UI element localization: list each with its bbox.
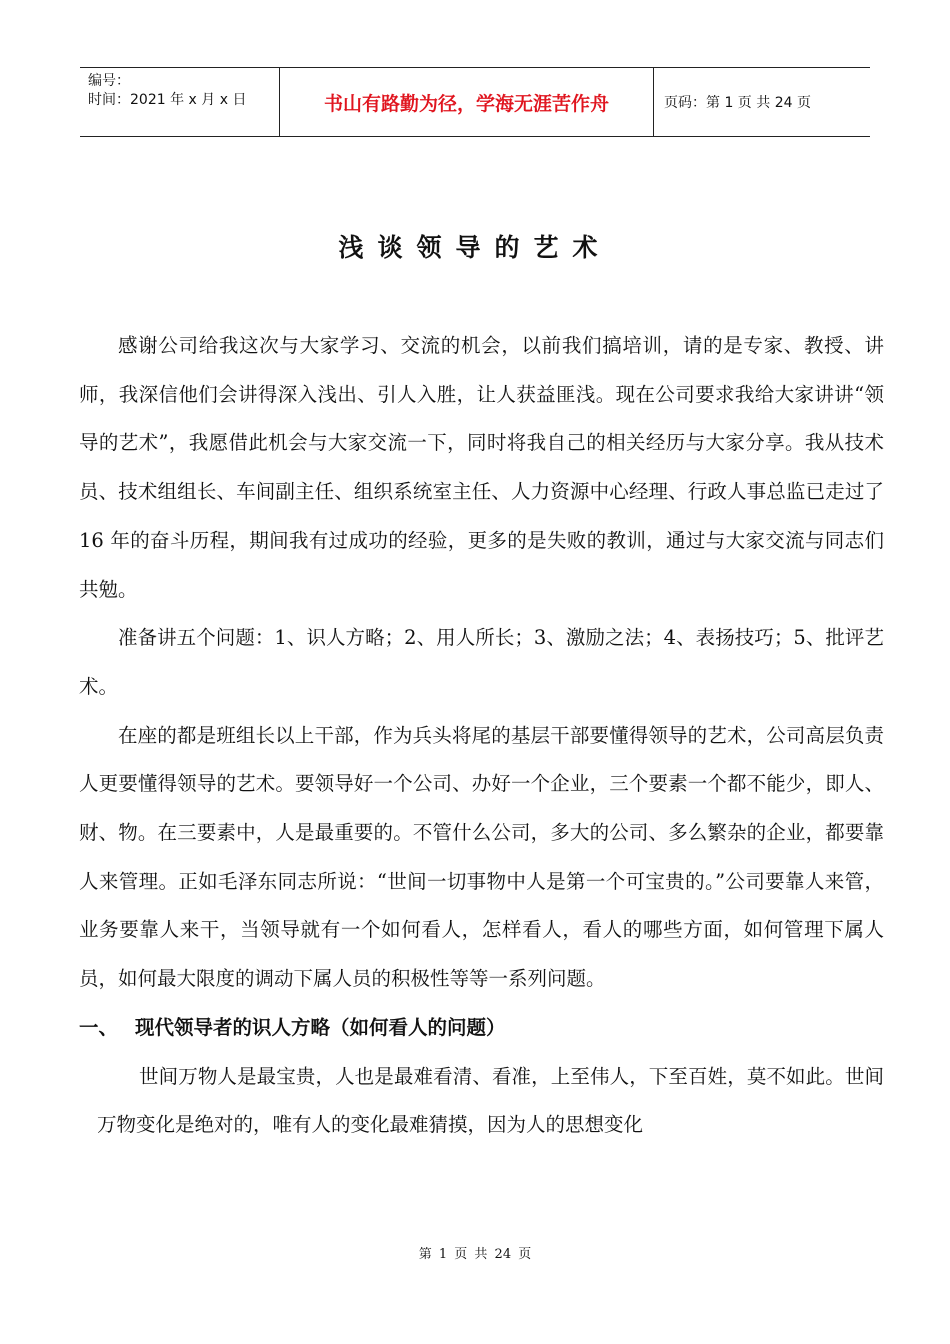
- document-body: [79, 322, 884, 1150]
- time-label: 时间：2021 年 x 月 x 日: [88, 92, 247, 108]
- header-motto: 书山有路勤为径，学海无涯苦作舟: [280, 68, 654, 136]
- header-page-label: 页码：第 1 页 共 24 页: [664, 95, 811, 111]
- section-number: 一、: [79, 1015, 119, 1039]
- paragraph-intro: 感谢公司给我这次与大家学习、交流的机会，以前我们搞培训，请的是专家、教授、讲师，我深信他们会讲得深入浅出、引人入胜，让人获益匪浅。现在公司要求我给大家讲讲“领导的艺术”，我愿借此机会与大家交流一下，同时将我自己的相关经历与大家分享。我从技术员、技术组组长、车间副主任、组织系统室主任、人力资源中心经理、行政人事总监已走过了 16 年的奋斗历程，期间我有过成功的经验，更多的是失败的教训，通过与大家交流与同志们共勉。: [79, 334, 884, 601]
- paragraph-topics: 准备讲五个问题：1、识人方略；2、用人所长；3、激励之法；4、表扬技巧；5、批评艺术。: [79, 626, 884, 698]
- document-title: 浅谈领导的艺术: [338, 233, 612, 262]
- page-footer: 第 1 页 共 24 页: [418, 1247, 532, 1262]
- number-label: 编号：: [88, 73, 130, 89]
- paragraph-section-1: 世间万物人是最宝贵，人也是最难看清、看准，上至伟人，下至百姓，莫不如此。世间万物变化是绝对的，唯有人的变化最难猜摸，因为人的思想变化: [97, 1064, 884, 1137]
- paragraph-context: 在座的都是班组长以上干部，作为兵头将尾的基层干部要懂得领导的艺术，公司高层负责人更要懂得领导的艺术。要领导好一个公司、办好一个企业，三个要素一个都不能少，即人、财、物。在三要素中，人是最重要的。不管什么公司，多大的公司、多么繁杂的企业，都要靠人来管理。正如毛泽东同志所说：“世间一切事物中人是第一个可宝贵的。”公司要靠人来管，业务要靠人来干，当领导就有一个如何看人，怎样看人，看人的哪些方面，如何管理下属人员，如何最大限度的调动下属人员的积极性等等一系列问题。: [79, 723, 884, 991]
- section-title: 现代领导者的识人方略（如何看人的问题）: [135, 1015, 506, 1039]
- page-header: [80, 67, 870, 137]
- header-meta-cell: [80, 68, 280, 136]
- section-heading: [79, 1004, 884, 1053]
